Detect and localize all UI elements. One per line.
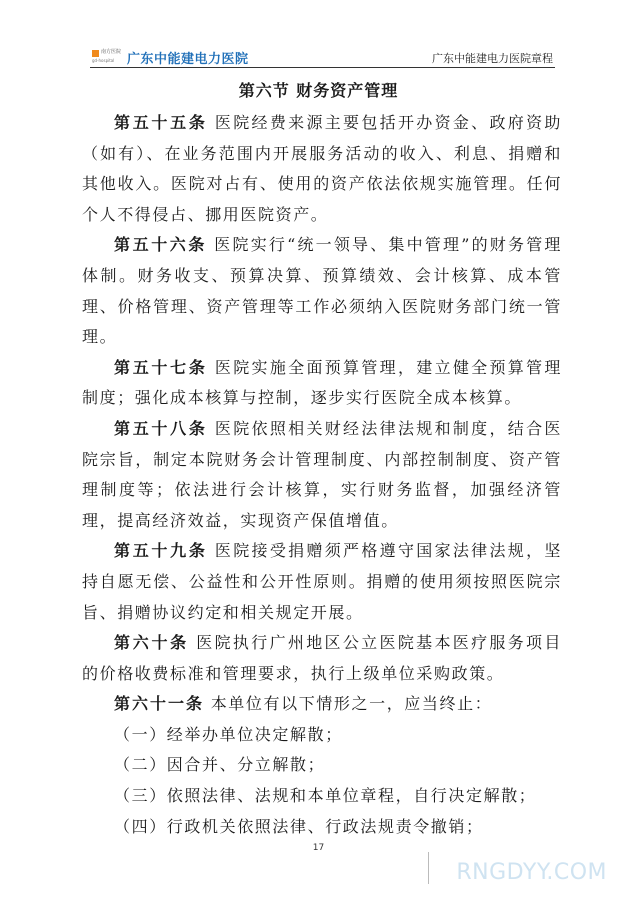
scan-mark [428,852,429,884]
article-label: 第五十八条 [114,418,208,438]
logo-tiny-text: gd-hospital [92,58,115,63]
article-text: 医院实行“统一领导、集中管理”的财务管理体制。财务收支、预算决算、预算绩效、会计核算、成本管理、价格管理、资产管理等工作必须纳入医院财务部门统一管理。 [82,235,562,347]
document-name: 广东中能建电力医院章程 [432,52,553,65]
header-divider [90,67,555,68]
hospital-name: 广东中能建电力医院 [127,52,249,67]
list-item: （四）行政机关依照法律、行政法规责令撤销； [114,816,484,836]
article-text: 医院接受捐赠须严格遵守国家法律法规，坚持自愿无偿、公益性和公开性原则。捐赠的使用须按照医院宗旨、捐赠协议约定和相关规定开展。 [82,541,562,622]
article-text: 医院依照相关财经法律法规和制度，结合医院宗旨，制定本院财务会计管理制度、内部控制制度、资产管理制度等；依法进行会计核算，实行财务监督，加强经济管理，提高经济效益，实现资产保值增值。 [82,418,562,530]
logo-square-icon [92,50,99,57]
article-text: 本单位有以下情形之一，应当终止： [210,694,493,714]
hospital-logo [92,49,122,63]
article-label: 第五十六条 [114,235,207,255]
article-57 [82,353,562,414]
article-60 [82,628,562,689]
article-label: 第六十条 [114,633,189,653]
page-number: 17 [312,843,325,853]
article-label: 第五十五条 [114,113,208,132]
page-header [0,0,637,70]
article-61 [82,689,562,720]
article-text: 医院经费来源主要包括开办资金、政府资助（如有）、在业务范围内开展服务活动的收入、利息、捐赠和其他收入。医院对占有、使用的资产依法依规实施管理。任何个人不得侵占、挪用医院资产。 [82,113,562,224]
article-label: 第六十一条 [114,694,205,714]
article-55 [82,108,562,230]
article-label: 第五十九条 [114,541,208,561]
article-59 [82,536,562,628]
document-body [82,108,562,842]
article-text: 医院实施全面预算管理，建立健全预算管理制度；强化成本核算与控制，逐步实行医院全成本核算。 [82,357,562,408]
logo-small-text: 南方医院 [101,49,122,55]
list-item: （二）因合并、分立解散； [114,755,326,775]
section-title: 第六节 财务资产管理 [238,81,399,100]
article-56 [82,230,562,352]
article-text: 医院执行广州地区公立医院基本医疗服务项目的价格收费标准和管理要求，执行上级单位采购政策。 [82,633,562,683]
list-item: （三）依照法律、法规和本单位章程，自行决定解散； [114,786,537,806]
article-label: 第五十七条 [114,357,208,377]
article-58 [82,414,562,536]
list-item: （一）经举办单位决定解散； [114,724,343,744]
watermark: RNGDYY.COM [456,860,607,885]
